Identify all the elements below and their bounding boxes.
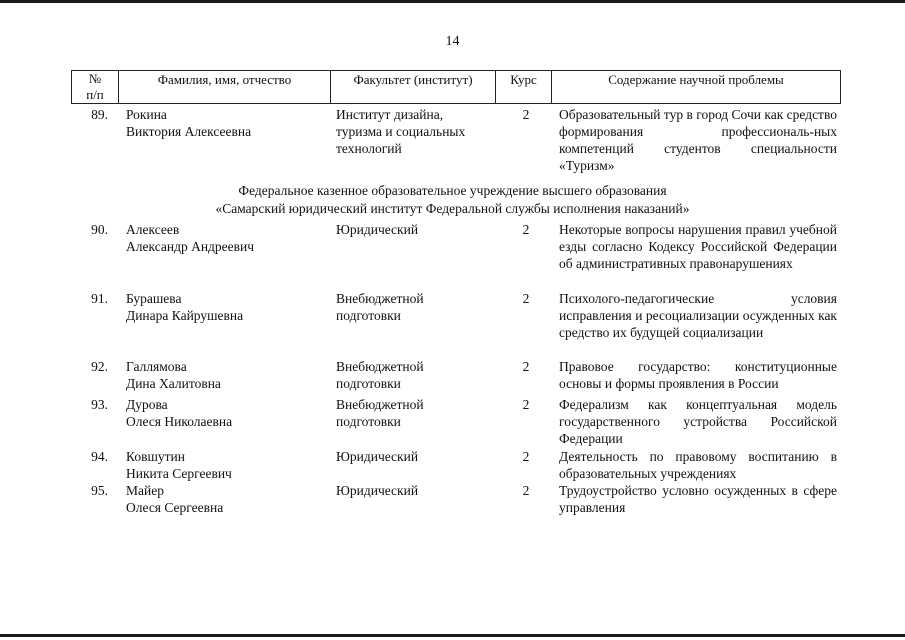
organization-line-2: «Самарский юридический институт Федеральной службы исполнения наказаний» (215, 201, 690, 216)
faculty: Юридический (336, 222, 419, 237)
research-topic: Деятельность по правовому воспитанию в образовательных учреждениях (559, 449, 837, 481)
row-number: 92. (91, 359, 108, 374)
course: 2 (522, 483, 530, 498)
header-num-line1: № (88, 71, 102, 86)
course: 2 (522, 107, 530, 122)
header-topic: Содержание научной проблемы (608, 72, 784, 87)
faculty: Внебюджетной подготовки (336, 291, 424, 323)
faculty: Юридический (336, 449, 419, 464)
research-topic: Трудоустройство условно осужденных в сфере управления (559, 483, 837, 515)
row-number: 95. (91, 483, 108, 498)
faculty: Институт дизайна, туризма и социальных технологий (336, 107, 466, 156)
student-name: Бурашева Динара Кайрушевна (126, 291, 244, 323)
organization-line-1: Федеральное казенное образовательное учреждение высшего образования (238, 183, 667, 198)
row-number: 90. (91, 222, 108, 237)
row-number: 93. (91, 397, 108, 412)
course: 2 (522, 397, 530, 412)
student-name: Галлямова Дина Халитовна (126, 359, 221, 391)
bottom-border-line (0, 634, 905, 637)
faculty: Юридический (336, 483, 419, 498)
header-name: Фамилия, имя, отчество (157, 72, 292, 87)
faculty: Внебюджетной подготовки (336, 397, 424, 429)
research-topic: Некоторые вопросы нарушения правил учебной езды согласно Кодексу Российской Федерации об административных правонарушениях (559, 222, 837, 271)
faculty: Внебюджетной подготовки (336, 359, 424, 391)
page-number: 14 (445, 34, 460, 49)
student-name: Ковшутин Никита Сергеевич (126, 449, 232, 481)
student-name: Дурова Олеся Николаевна (126, 397, 233, 429)
research-topic: Федерализм как концептуальная модель государственного устройства Российской Федерации (559, 397, 837, 446)
top-border-line (0, 0, 905, 3)
row-number: 91. (91, 291, 108, 306)
header-faculty: Факультет (институт) (353, 72, 473, 87)
course: 2 (522, 222, 530, 237)
header-num (72, 71, 118, 103)
course: 2 (522, 449, 530, 464)
research-topic: Психолого-педагогические условия исправления и ресоциализации осужденных как средство их будущей социализации (559, 291, 837, 340)
research-topic: Образовательный тур в город Сочи как средство формирования профессиональ-ных компетенций студентов специальности «Туризм» (559, 107, 837, 173)
course: 2 (522, 359, 530, 374)
course: 2 (522, 291, 530, 306)
student-name: Майер Олеся Сергеевна (126, 483, 224, 515)
row-number: 89. (91, 107, 108, 122)
header-num-line2: п/п (86, 87, 104, 102)
student-name: Рокина Виктория Алексеевна (126, 107, 252, 139)
header-course: Курс (510, 72, 537, 87)
row-number: 94. (91, 449, 108, 464)
research-topic: Правовое государство: конституционные основы и формы проявления в России (559, 359, 837, 391)
student-name: Алексеев Александр Андреевич (126, 222, 255, 254)
